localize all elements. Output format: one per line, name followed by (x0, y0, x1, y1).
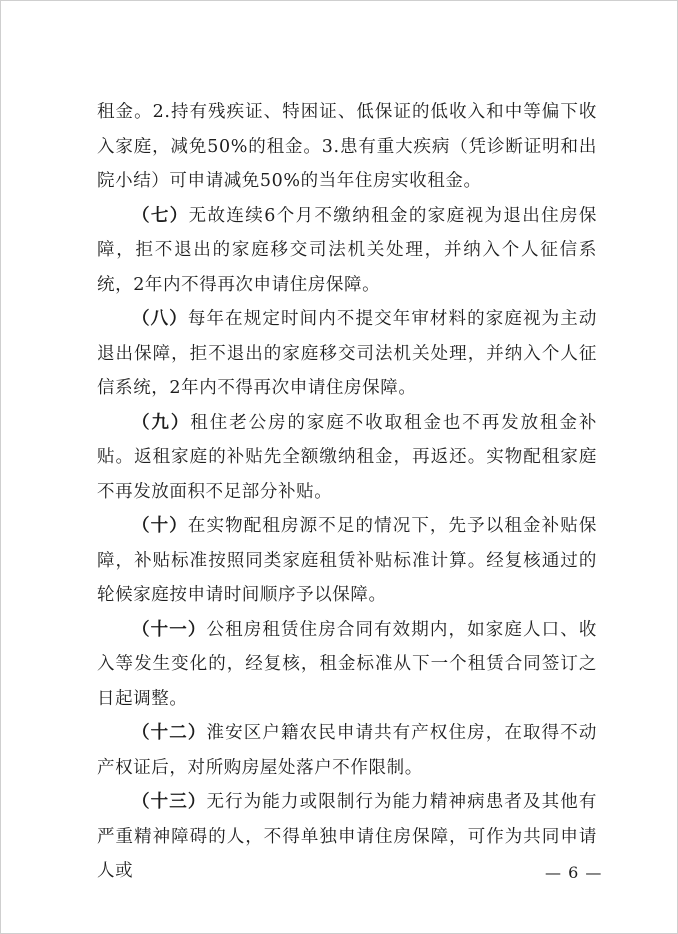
paragraph-text: 公租房租赁住房合同有效期内，如家庭人口、收入等发生变化的，经复核，租金标准从下一个租赁合同签订之日起调整。 (97, 619, 597, 709)
paragraph-text: 淮安区户籍农民申请共有产权住房，在取得不动产权证后，对所购房屋处落户不作限制。 (97, 723, 597, 778)
paragraph-lead: （十三） (132, 792, 207, 812)
paragraph-lead: （八） (132, 309, 188, 329)
document-body (97, 95, 597, 889)
paragraph-text: 租金。2.持有残疾证、特困证、低保证的低收入和中等偏下收入家庭，减免50%的租金。3.患有重大疾病（凭诊断证明和出院小结）可申请减免50%的当年住房实收租金。 (97, 102, 597, 191)
paragraph-text: 在实物配租房源不足的情况下，先予以租金补贴保障，补贴标准按照同类家庭租赁补贴标准计算。经复核通过的轮候家庭按申请时间顺序予以保障。 (97, 516, 597, 605)
paragraph-item-8 (97, 302, 597, 406)
paragraph-lead: （七） (132, 205, 189, 226)
paragraph-item-9 (97, 406, 597, 510)
paragraph-lead: （十二） (132, 723, 207, 743)
paragraph-continuation (97, 95, 597, 199)
paragraph-lead: （十） (132, 516, 188, 536)
paragraph-lead: （九） (132, 412, 191, 433)
paragraph-item-7 (97, 199, 597, 303)
paragraph-lead: （十一） (132, 619, 207, 640)
paragraph-text: 租住老公房的家庭不收取租金也不再发放租金补贴。返租家庭的补贴先全额缴纳租金，再返还。实物配租家庭不再发放面积不足部分补贴。 (97, 412, 597, 502)
page-number: — 6 — (545, 863, 603, 882)
paragraph-text: 每年在规定时间内不提交年审材料的家庭视为主动退出保障，拒不退出的家庭移交司法机关处理，并纳入个人征信系统，2年内不得再次申请住房保障。 (97, 309, 597, 398)
paragraph-text: 无行为能力或限制行为能力精神病患者及其他有严重精神障碍的人，不得单独申请住房保障，可作为共同申请人或 (97, 792, 597, 881)
paragraph-text: 无故连续6个月不缴纳租金的家庭视为退出住房保障，拒不退出的家庭移交司法机关处理，并纳入个人征信系统，2年内不得再次申请住房保障。 (97, 205, 597, 295)
paragraph-item-11 (97, 613, 597, 717)
paragraph-item-13 (97, 785, 597, 889)
paragraph-item-10 (97, 509, 597, 613)
paragraph-item-12 (97, 716, 597, 785)
